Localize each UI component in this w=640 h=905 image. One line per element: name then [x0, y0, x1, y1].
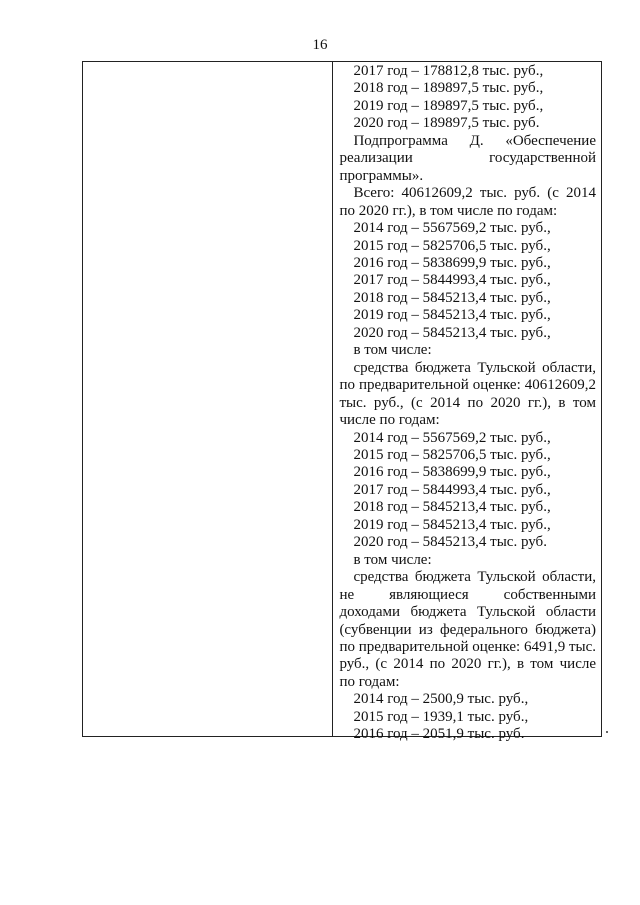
text-line: по 2020 гг.), в том числе по годам:: [339, 202, 558, 219]
text-line: 2015 год – 1939,1 тыс. руб.,: [353, 708, 529, 725]
text-line: 2020 год – 5845213,4 тыс. руб.,: [353, 324, 551, 341]
text-line: 2018 год – 189897,5 тыс. руб.,: [353, 80, 544, 97]
text-line: Всего: 40612609,2 тыс. руб. (с 2014: [353, 185, 596, 202]
text-line: Подпрограмма Д. «Обеспечение: [353, 132, 596, 149]
text-line: 2016 год – 5838699,9 тыс. руб.,: [353, 464, 551, 481]
text-line: числе по годам:: [339, 412, 440, 429]
text-line: по предварительной оценке: 6491,9 тыс.: [339, 638, 596, 655]
page-number: 16: [312, 37, 328, 53]
text-line: реализации государственной: [339, 150, 596, 167]
text-line: 2016 год – 2051,9 тыс. руб.: [353, 726, 525, 743]
text-line: 2017 год – 5844993,4 тыс. руб.,: [353, 481, 551, 498]
document-table: [82, 61, 602, 743]
text-line: в том числе:: [353, 551, 432, 568]
text-line: 2020 год – 5845213,4 тыс. руб.: [353, 534, 547, 551]
text-line: руб., (с 2014 по 2020 гг.), в том числе: [339, 656, 596, 673]
scan-speck: [606, 731, 608, 733]
table-right-cell: [333, 62, 601, 743]
text-line: программы».: [339, 167, 424, 184]
text-line: 2019 год – 5845213,4 тыс. руб.,: [353, 307, 551, 324]
text-line: 2019 год – 189897,5 тыс. руб.,: [353, 97, 544, 114]
text-line: доходами бюджета Тульской области: [339, 604, 596, 621]
text-line: по годам:: [339, 673, 400, 690]
text-line: 2014 год – 2500,9 тыс. руб.,: [353, 691, 529, 708]
text-line: средства бюджета Тульской области,: [353, 359, 596, 376]
text-line: 2014 год – 5567569,2 тыс. руб.,: [353, 220, 551, 237]
text-line: в том числе:: [353, 342, 432, 359]
text-line: не являющиеся собственными: [339, 586, 596, 603]
text-line: 2017 год – 5844993,4 тыс. руб.,: [353, 272, 551, 289]
text-line: (субвенции из федерального бюджета): [339, 621, 596, 638]
text-line: 2016 год – 5838699,9 тыс. руб.,: [353, 254, 551, 271]
text-line: по предварительной оценке: 40612609,2: [339, 377, 596, 394]
table-left-cell: [83, 62, 333, 736]
text-line: 2017 год – 178812,8 тыс. руб.,: [353, 63, 544, 79]
text-line: 2019 год – 5845213,4 тыс. руб.,: [353, 516, 551, 533]
text-line: 2018 год – 5845213,4 тыс. руб.,: [353, 289, 551, 306]
text-line: 2020 год – 189897,5 тыс. руб.: [353, 115, 540, 132]
text-line: 2014 год – 5567569,2 тыс. руб.,: [353, 429, 551, 446]
text-line: тыс. руб., (с 2014 по 2020 гг.), в том: [339, 394, 596, 411]
text-line: 2015 год – 5825706,5 тыс. руб.,: [353, 446, 551, 463]
text-line: средства бюджета Тульской области,: [353, 569, 596, 586]
text-line: 2015 год – 5825706,5 тыс. руб.,: [353, 237, 551, 254]
text-line: 2018 год – 5845213,4 тыс. руб.,: [353, 499, 551, 516]
